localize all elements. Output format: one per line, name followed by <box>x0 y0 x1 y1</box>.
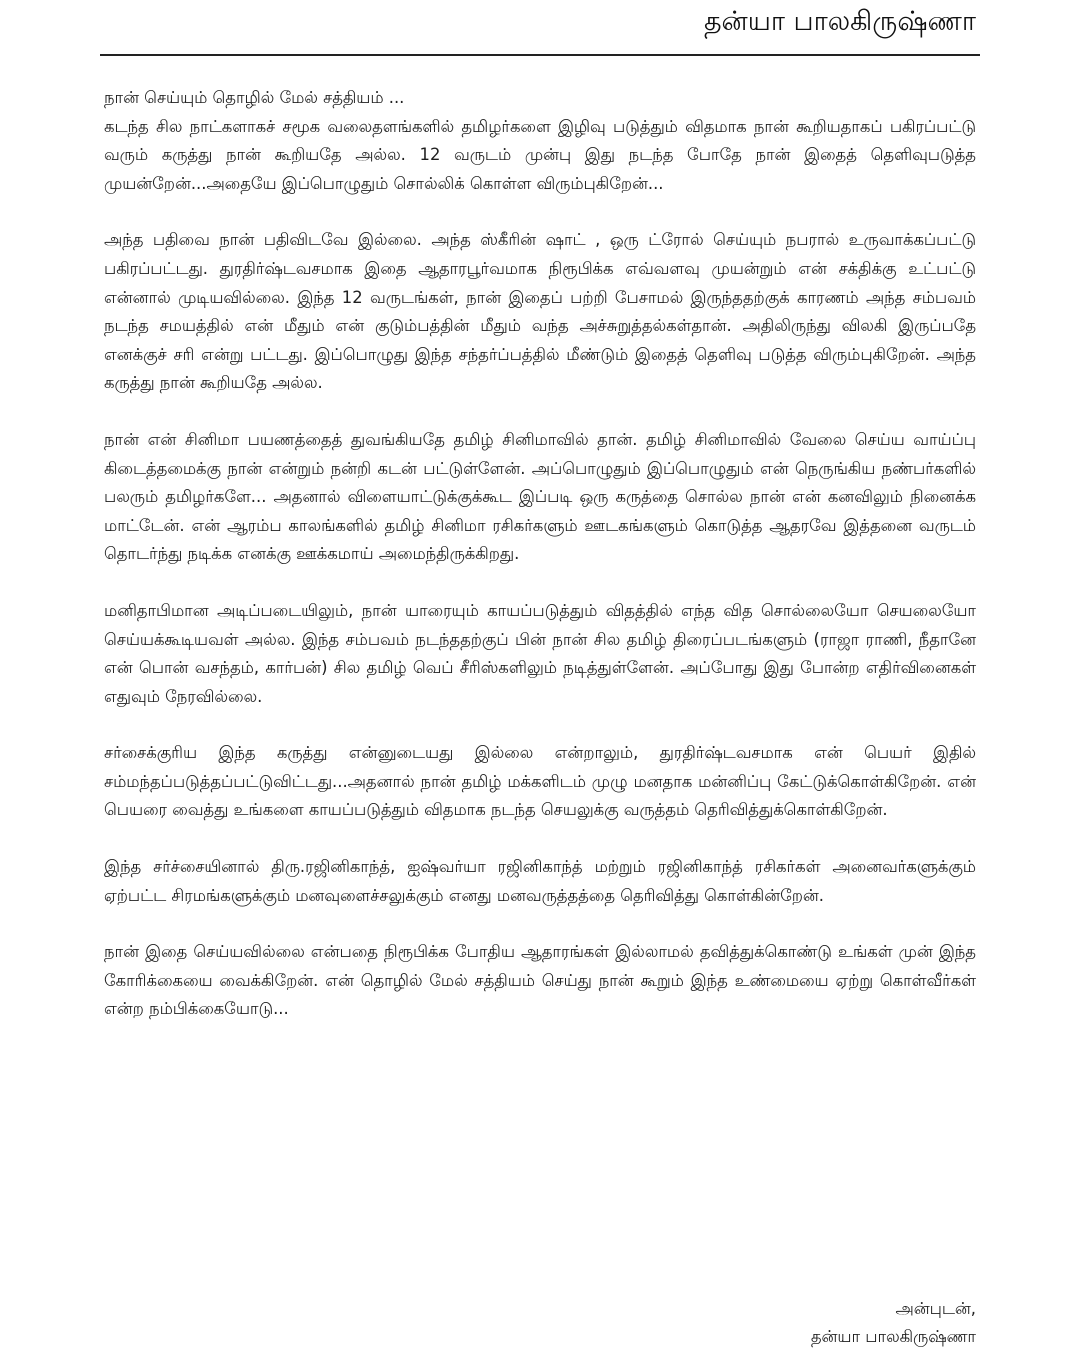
signature-name: தன்யா பாலகிருஷ்ணா <box>810 1327 976 1346</box>
author-name-heading: தன்யா பாலகிருஷ்ணா <box>703 6 976 37</box>
letter-body <box>104 84 976 1052</box>
paragraph-1: கடந்த சில நாட்களாகச் சமூக வலைதளங்களில் தமிழர்களை இழிவு படுத்தும் விதமாக நான் கூறியதாகப் பகிரப்பட்டு வரும் கருத்து நான் கூறியதே அல்ல. 12 வருடம் முன்பு இது நடந்த போதே நான் இதைத் தெளிவுபடுத்த முயன்றேன்...அதையே இப்பொழுதும் சொல்லிக் கொள்ள விரும்புகிறேன்... <box>104 116 976 193</box>
letter-signature-block <box>811 1295 976 1351</box>
paragraph-2: அந்த பதிவை நான் பதிவிடவே இல்லை. அந்த ஸ்கீரின் ஷாட் , ஒரு ட்ரோல் செய்யும் நபரால் உருவாக்கப்பட்டு பகிரப்பட்டது. துரதிர்ஷ்டவசமாக இதை ஆதாரபூர்வமாக நிரூபிக்க எவ்வளவு முயன்றும் என் சக்திக்கு உட்பட்டு என்னால் முடியவில்லை. இந்த 12 வருடங்கள், நான் இதைப் பற்றி பேசாமல் இருந்ததற்குக் காரணம் அந்த சம்பவம் நடந்த சமயத்தில் என் மீதும் என் குடும்பத்தின் மீதும் வந்த அச்சுறுத்தல்கள்தான். அதிலிருந்து விலகி இருப்பதே எனக்குச் சரி என்று பட்டது. இப்பொழுது இந்த சந்தர்ப்பத்தில் மீண்டும் இதைத் தெளிவு படுத்த விரும்புகிறேன். அந்த கருத்து நான் கூறியதே அல்ல. <box>104 230 976 393</box>
paragraph-3: நான் என் சினிமா பயணத்தைத் துவங்கியதே தமிழ் சினிமாவில் தான். தமிழ் சினிமாவில் வேலை செய்ய வாய்ப்பு கிடைத்தமைக்கு நான் என்றும் நன்றி கடன் பட்டுள்ளேன். அப்பொழுதும் இப்பொழுதும் என் நெருங்கிய நண்பர்களில் பலரும் தமிழர்களே... அதனால் விளையாட்டுக்குக்கூட இப்படி ஒரு கருத்தை சொல்ல நான் என் கனவிலும் நினைக்க மாட்டேன். என் ஆரம்ப காலங்களில் தமிழ் சினிமா ரசிகர்களும் ஊடகங்களும் கொடுத்த ஆதரவே இத்தனை வருடம் தொடர்ந்து நடிக்க எனக்கு ஊக்கமாய் அமைந்திருக்கிறது. <box>104 429 976 564</box>
closing-salutation: அன்புடன், <box>895 1299 976 1318</box>
paragraph-4: மனிதாபிமான அடிப்படையிலும், நான் யாரையும் காயப்படுத்தும் விதத்தில் எந்த வித சொல்லையோ செயலையோ செய்யக்கூடியவள் அல்ல. இந்த சம்பவம் நடந்ததற்குப் பின் நான் சில தமிழ் திரைப்படங்களும் (ராஜா ராணி, நீதானே என் பொன் வசந்தம், கார்பன்) சில தமிழ் வெப் சீரிஸ்களிலும் நடித்துள்ளேன். அப்போது இது போன்ற எதிர்வினைகள் எதுவும் நேரவில்லை. <box>104 600 976 706</box>
paragraph-5: சர்சைக்குரிய இந்த கருத்து என்னுடையது இல்லை என்றாலும், துரதிர்ஷ்டவசமாக என் பெயர் இதில் சம்மந்தப்படுத்தப்பட்டுவிட்டது...அதனால் நான் தமிழ் மக்களிடம் முழு மனதாக மன்னிப்பு கேட்டுக்கொள்கிறேன். என் பெயரை வைத்து உங்களை காயப்படுத்தும் விதமாக நடந்த செயலுக்கு வருத்தம் தெரிவித்துக்கொள்கிறேன். <box>104 743 976 820</box>
paragraph-7: நான் இதை செய்யவில்லை என்பதை நிரூபிக்க போதிய ஆதாரங்கள் இல்லாமல் தவித்துக்கொண்டு உங்கள் முன் இந்த கோரிக்கையை வைக்கிறேன். என் தொழில் மேல் சத்தியம் செய்து நான் கூறும் இந்த உண்மையை ஏற்று கொள்வீர்கள் என்ற நம்பிக்கையோடு... <box>104 942 976 1019</box>
letter-intro <box>104 84 976 198</box>
opening-line: நான் செய்யும் தொழில் மேல் சத்தியம் ... <box>104 88 405 107</box>
paragraph-6: இந்த சர்ச்சையினால் திரு.ரஜினிகாந்த், ஐஷ்வர்யா ரஜினிகாந்த் மற்றும் ரஜினிகாந்த் ரசிகர்கள் அனைவர்களுக்கும் ஏற்பட்ட சிரமங்களுக்கும் மனவுளைச்சலுக்கும் எனது மனவருத்தத்தை தெரிவித்து கொள்கின்றேன். <box>104 857 976 905</box>
letter-header <box>100 0 980 56</box>
